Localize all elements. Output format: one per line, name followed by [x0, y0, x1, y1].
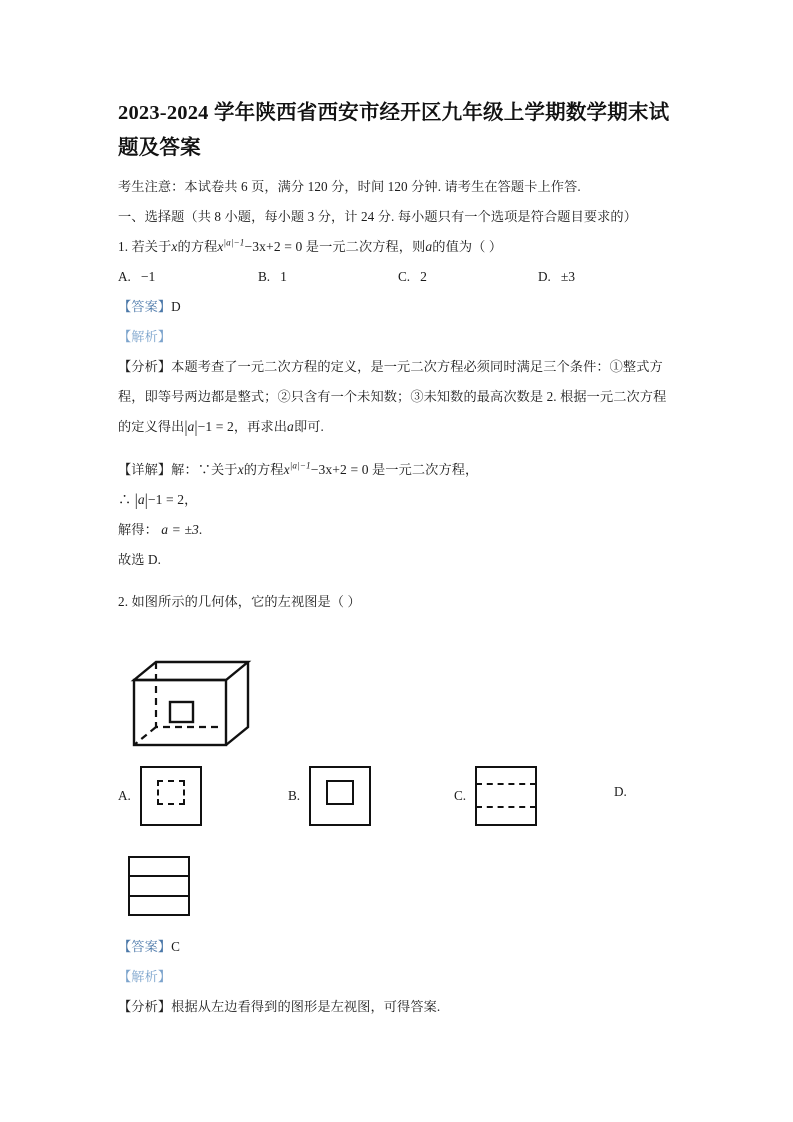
- question-1-equation-base: x: [217, 239, 224, 254]
- analysis-tag: 【分析】: [118, 359, 172, 374]
- question-1-number: 1.: [118, 239, 129, 254]
- option-b-label: B.: [258, 269, 271, 284]
- detail-2-math: a: [137, 492, 145, 507]
- question-2-stem-text: 如图所示的几何体，它的左视图是（ ）: [131, 594, 361, 609]
- detail-1-equation-rest: −3x+2 = 0: [310, 462, 369, 477]
- page-title: 2023-2024 学年陕西省西安市经开区九年级上学期数学期末试题及答案: [118, 102, 670, 159]
- question-1-analysis-math-tail: −1 = 2: [197, 419, 234, 434]
- question-1-options: [118, 262, 678, 292]
- choice-b-inner-solid-square: [326, 780, 354, 805]
- detail-2-prefix: ∴: [118, 492, 132, 507]
- question-1-analysis-math: a: [187, 419, 195, 434]
- choice-d-solid-line-bottom: [129, 895, 189, 897]
- question-1-detail-line-1: [118, 455, 678, 485]
- detail-1-var: x: [237, 462, 244, 477]
- explain-tag: 【解析】: [118, 969, 172, 984]
- choice-c-dashed-line-top: [476, 783, 536, 785]
- question-1-detail-line-4: 故选 D.: [118, 552, 161, 567]
- question-2-options: [118, 766, 678, 844]
- answer-tag: 【答案】: [118, 299, 172, 314]
- detail-3-math: a = ±3: [161, 522, 199, 537]
- cube-front-small-square: [170, 702, 193, 722]
- exam-note: 考生注意：本试卷共 6 页，满分 120 分，时间 120 分钟. 请考生在答题卡上作答.: [118, 179, 581, 194]
- question-1-option-b[interactable]: [258, 262, 398, 292]
- question-1-equation-rest: −3x+2 = 0: [244, 239, 303, 254]
- answer-tag: 【答案】: [118, 939, 172, 954]
- option-c-value: 2: [420, 269, 427, 284]
- question-2-answer-value: C: [171, 939, 181, 954]
- choice-c-dashed-line-bottom: [476, 806, 536, 808]
- option-c-label: C.: [454, 788, 467, 803]
- detail-tag: 【详解】: [118, 462, 172, 477]
- option-a-label: A.: [118, 269, 131, 284]
- question-1-option-a[interactable]: [118, 262, 258, 292]
- question-2-option-d-figure: [128, 856, 678, 916]
- question-2-explain-line: [118, 962, 678, 992]
- detail-1-equation-base: x: [283, 462, 290, 477]
- question-1-stem-suffix: 是一元二次方程，则: [305, 239, 426, 254]
- detail-3-end: .: [198, 522, 203, 537]
- question-2-analysis: [118, 992, 678, 1022]
- question-1-detail-line-2: ∴ |a|−1 = 2，: [118, 491, 198, 510]
- choice-d-square: [128, 856, 190, 916]
- detail-1-prefix: 解：∵关于: [171, 462, 238, 477]
- analysis-tag: 【分析】: [118, 999, 172, 1014]
- document-content: [118, 96, 678, 1022]
- choice-a-inner-dashed-square: [157, 780, 185, 805]
- explain-tag: 【解析】: [118, 329, 172, 344]
- question-1-analysis-var: a: [287, 419, 294, 434]
- detail-1-equation-exponent: |a|−1: [289, 460, 311, 471]
- question-2-option-b[interactable]: [288, 766, 371, 826]
- question-1-analysis: 【分析】本题考查了一元二次方程的定义，是一元二次方程必须同时满足三个条件：①整式方程，即等号两边都是整式；②只含有一个未知数；③未知数的最高次数是 2. 根据一元二次方程的定义得出|a|−1 = 2，再求出a即可.: [118, 359, 667, 437]
- detail-1-suffix: 是一元二次方程，: [372, 462, 479, 477]
- question-1-stem-var: x: [171, 239, 178, 254]
- cube-right-face: [226, 662, 248, 745]
- question-2-analysis-text: 根据从左边看得到的图形是左视图，可得答案.: [171, 999, 441, 1014]
- option-d-label: D.: [538, 269, 551, 284]
- choice-b-square: [309, 766, 371, 826]
- question-1-option-c[interactable]: [398, 262, 538, 292]
- question-2-number: 2.: [118, 594, 129, 609]
- choice-d-solid-line-top: [129, 875, 189, 877]
- question-1-stem-prefix: 若关于: [131, 239, 172, 254]
- choice-c-square: [475, 766, 537, 826]
- question-1-analysis-end: ，再求出: [233, 419, 288, 434]
- question-2-stem: [118, 587, 678, 617]
- option-d-value: ±3: [560, 269, 576, 284]
- detail-1-mid: 的方程: [243, 462, 284, 477]
- choice-a-square: [140, 766, 202, 826]
- cube-hidden-edge-diagonal: [134, 727, 156, 745]
- section-header: 一、选择题（共 8 小题，每小题 3 分，计 24 分. 每小题只有一个选项是符合题目要求的）: [118, 209, 638, 224]
- detail-3-prefix: 解得：: [118, 522, 158, 537]
- question-1-option-d[interactable]: [538, 262, 678, 292]
- question-2-answer-line: [118, 932, 678, 962]
- option-c-label: C.: [398, 269, 411, 284]
- question-2-option-a[interactable]: [118, 766, 202, 826]
- question-1-analysis-end2: 即可.: [293, 419, 324, 434]
- option-a-label: A.: [118, 788, 131, 803]
- question-1-analysis-text: 本题考查了一元二次方程的定义，是一元二次方程必须同时满足三个条件：①整式方程，即等号两边都是整式；②只含有一个未知数；③未知数的最高次数是 2. 根据一元二次方程的定义得出: [118, 359, 667, 434]
- question-2-option-c[interactable]: [454, 766, 537, 826]
- cube-diagram-svg: [126, 627, 256, 747]
- option-a-value: −1: [140, 269, 156, 284]
- question-1-explain-line: [118, 322, 678, 352]
- option-b-label: B.: [288, 788, 301, 803]
- detail-2-end: ，: [184, 492, 198, 507]
- question-2-figure-cube: [126, 627, 678, 752]
- question-1-stem-end: 的值为（ ）: [432, 239, 503, 254]
- question-1-answer-value: D: [171, 299, 181, 314]
- option-b-value: 1: [280, 269, 287, 284]
- question-1-stem: [118, 232, 678, 262]
- question-1-detail-line-3: [118, 515, 678, 545]
- option-d-label: D.: [614, 784, 627, 799]
- question-1-stem-var2: a: [425, 239, 433, 254]
- cube-top-face: [134, 662, 248, 680]
- question-2-option-d[interactable]: [614, 784, 636, 800]
- question-1-stem-mid: 的方程: [177, 239, 218, 254]
- question-1-equation-exponent: |a|−1: [223, 237, 245, 248]
- detail-2-tail: −1 = 2: [147, 492, 185, 507]
- question-1-answer-line: [118, 292, 678, 322]
